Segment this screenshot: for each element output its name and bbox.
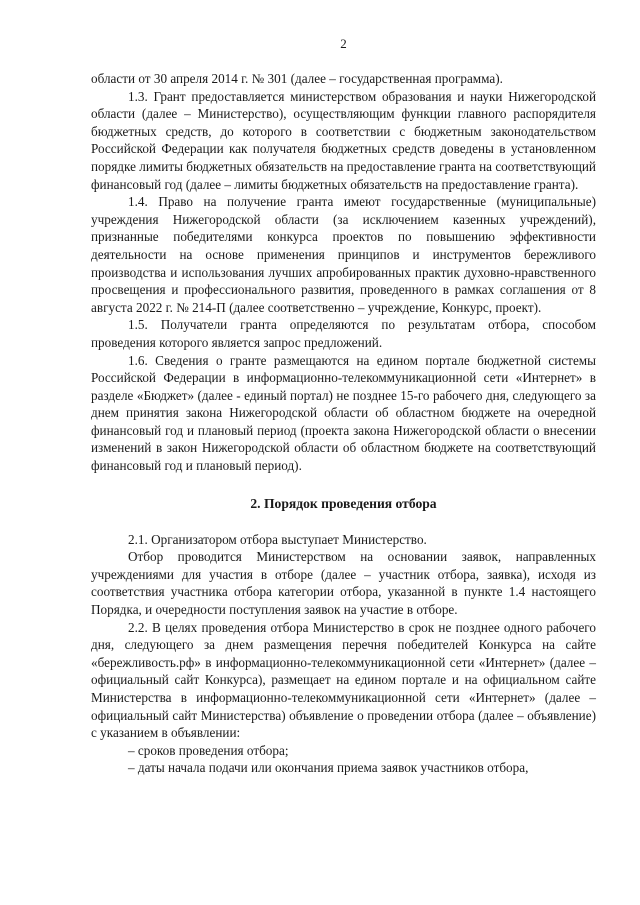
announcement-list xyxy=(91,742,596,777)
paragraph: области от 30 апреля 2014 г. № 301 (далее – государственная программа). xyxy=(91,71,503,86)
document-page xyxy=(91,36,596,777)
paragraph-2-1: 2.1. Организатором отбора выступает Министерство. xyxy=(128,531,427,547)
paragraph-1-6: 1.6. Сведения о гранте размещаются на едином портале бюджетной системы Российской Федерации в информационно-телекоммуникационной сети «Интернет» в разделе «Бюджет» (далее - единый портал) не позднее 15-го рабочего дня, следующего за днем принятия закона Нижегородской области об областном бюджете на очередной финансовый год и плановый период (проекта закона Нижегородской области о внесении изменений в закон Нижегородской области об областном бюджете на соответствующий финансовый год и плановый период). xyxy=(91,352,596,474)
paragraph-1-5: 1.5. Получатели гранта определяются по результатам отбора, способом проведения которого является запрос предложений. xyxy=(91,317,596,350)
paragraph-1-4: 1.4. Право на получение гранта имеют государственные (муниципальные) учреждения Нижегородской области (за исключением казенных учреждений), признанные победителями конкурса проектов по повышению эффективности деятельности на основе применения принципов и инструментов бережливого производства и использования лучших апробированных практик духовно-нравственного просвещения и профессионального развития, проведенного в рамках соглашения от 8 августа 2022 г. № 214-П (далее соответственно – учреждение, Конкурс, проект). xyxy=(91,194,596,315)
paragraphs-bottom xyxy=(91,531,596,742)
paragraph-selection-basis: Отбор проводится Министерством на основании заявок, направленных учреждениями для участия в отборе (далее – участник отбора, заявка), исходя из соответствия участника отбора категории отбора, указанной в пункте 1.4 настоящего Порядка, и очередности поступления заявок на участие в отборе. xyxy=(91,549,596,618)
paragraphs-top xyxy=(91,70,596,475)
paragraph-1-3: 1.3. Грант предоставляется министерством образования и науки Нижегородской области (далее – Министерство), осуществляющим функции главного распорядителя бюджетных средств, до которого в соответствии с бюджетным законодательством Российской Федерации как получателя бюджетных средств доведены в установленном порядке лимиты бюджетных обязательств на предоставление гранта на соответствующий финансовый год (далее – лимиты бюджетных обязательств на предоставление гранта). xyxy=(91,88,596,192)
list-item: – даты начала подачи или окончания приема заявок участников отбора, xyxy=(128,760,529,776)
list-item: – сроков проведения отбора; xyxy=(128,742,289,758)
section-heading: 2. Порядок проведения отбора xyxy=(250,495,437,511)
paragraph-2-2: 2.2. В целях проведения отбора Министерство в срок не позднее одного рабочего дня, следующего за днем размещения перечня победителей Конкурса на сайте «бережливость.рф» в информационно-телекоммуникационной сети «Интернет» (далее – официальный сайт Конкурса), размещает на едином портале и на официальном сайте Министерства в информационно-телекоммуникационной сети «Интернет» (далее – официальный сайт Министерства) объявление о проведении отбора (далее – объявление) с указанием в объявлении: xyxy=(91,619,596,741)
page-number: 2 xyxy=(340,36,347,51)
